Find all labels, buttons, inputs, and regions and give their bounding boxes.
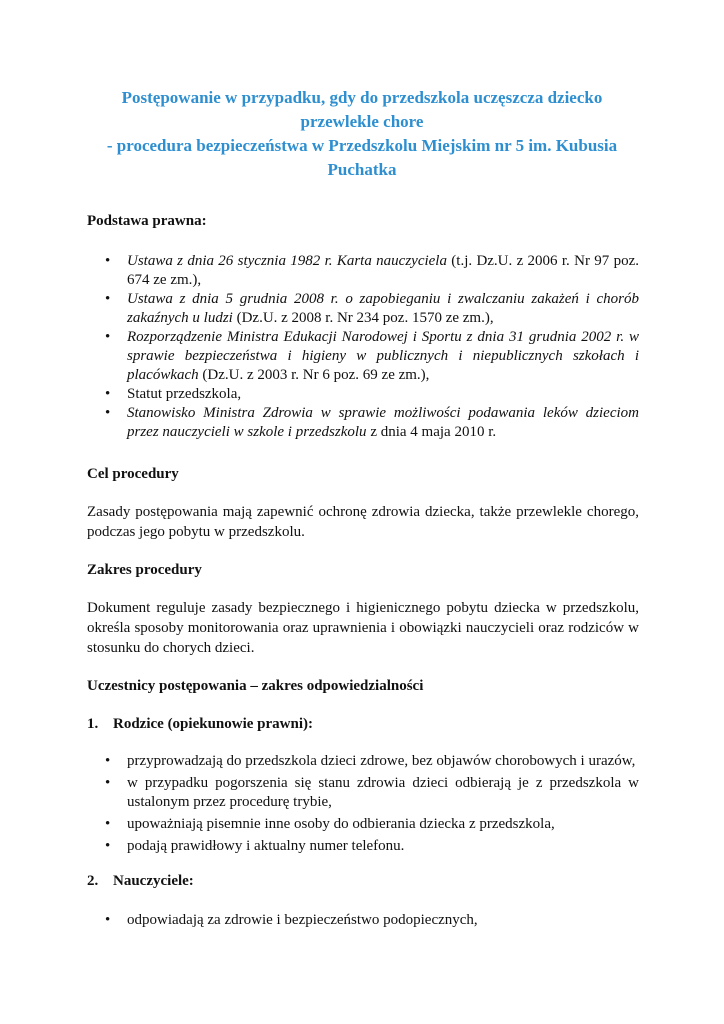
teachers-heading-text: Nauczyciele: [113, 873, 194, 889]
title-line-3: - procedura bezpieczeństwa w Przedszkolu Miejskim nr 5 im. Kubusia [106, 136, 618, 155]
bullet-icon: • [105, 912, 111, 928]
legal-basis-item-text: (t.j. Dz.U. z 2006 r. Nr 97 poz. 674 ze zm.), [127, 253, 639, 288]
teachers-item [105, 911, 639, 930]
legal-basis-item [105, 252, 639, 290]
parents-heading [87, 714, 313, 734]
parents-item-text: przyprowadzają do przedszkola dzieci zdrowe, bez objawów chorobowych i urazów, [127, 753, 636, 769]
parents-item-text: podają prawidłowy i aktualny numer telefonu. [127, 838, 405, 854]
teachers-list [105, 911, 639, 930]
bullet-icon: • [105, 775, 111, 791]
bullet-icon: • [105, 253, 111, 269]
parents-heading-text: Rodzice (opiekunowie prawni): [113, 716, 313, 732]
scope-heading: Zakres procedury [87, 562, 202, 578]
parents-number: 1. [87, 716, 99, 732]
parents-item [105, 837, 639, 856]
legal-basis-item-italic: Stanowisko Ministra Zdrowia w sprawie możliwości podawania leków dzieciom przez nauczycieli w szkole i przedszkolu [127, 405, 639, 440]
title-line-1: Postępowanie w przypadku, gdy do przedszkola uczęszcza dziecko [121, 88, 603, 107]
parents-item-text: w przypadku pogorszenia się stanu zdrowia dzieci odbierają je z przedszkola w ustalonym przez procedurę trybie, [127, 775, 639, 810]
parents-list [105, 752, 639, 856]
legal-basis-item-text: z dnia 4 maja 2010 r. [366, 424, 497, 440]
parents-item [105, 774, 639, 812]
bullet-icon: • [105, 753, 111, 769]
bullet-icon: • [105, 386, 111, 402]
scope-text: Dokument reguluje zasady bezpiecznego i higienicznego pobytu dziecka w przedszkolu, określa sposoby monitorowania oraz uprawnienia i obowiązki nauczycieli oraz rodziców w stosunku do chorych dzieci. [87, 600, 639, 656]
bullet-icon: • [105, 816, 111, 832]
legal-basis-item [105, 328, 639, 385]
legal-basis-item-italic: Ustawa z dnia 26 stycznia 1982 r. Karta nauczyciela [127, 253, 447, 269]
legal-basis-item [105, 290, 639, 328]
legal-basis-item-text: (Dz.U. z 2008 r. Nr 234 poz. 1570 ze zm.), [232, 310, 494, 326]
participants-heading: Uczestnicy postępowania – zakres odpowiedzialności [87, 678, 424, 694]
goal-text: Zasady postępowania mają zapewnić ochronę zdrowia dziecka, także przewlekle chorego, podczas jego pobytu w przedszkolu. [87, 504, 639, 540]
bullet-icon: • [105, 291, 111, 307]
teachers-item-text: odpowiadają za zdrowie i bezpieczeństwo podopiecznych, [127, 912, 478, 928]
legal-basis-item-text: (Dz.U. z 2003 r. Nr 6 poz. 69 ze zm.), [198, 367, 430, 383]
title-line-4: Puchatka [327, 160, 397, 179]
bullet-icon: • [105, 838, 111, 854]
document-title [90, 86, 634, 182]
bullet-icon: • [105, 405, 111, 421]
parents-item-text: upoważniają pisemnie inne osoby do odbierania dziecka z przedszkola, [127, 816, 555, 832]
legal-basis-item-italic: Ustawa z dnia 5 grudnia 2008 r. o zapobieganiu i zwalczaniu zakażeń i chorób zakaźnych u ludzi [127, 291, 639, 326]
legal-basis-heading: Podstawa prawna: [87, 213, 207, 229]
goal-heading: Cel procedury [87, 466, 179, 482]
parents-item [105, 815, 639, 834]
title-line-2: przewlekle chore [300, 112, 424, 131]
legal-basis-item [105, 385, 639, 404]
bullet-icon: • [105, 329, 111, 345]
legal-basis-item-italic: Rozporządzenie Ministra Edukacji Narodowej i Sportu z dnia 31 grudnia 2002 r. w sprawie bezpieczeństwa i higieny w publicznych i niepublicznych szkołach i placówkach [127, 329, 639, 383]
teachers-number: 2. [87, 873, 99, 889]
parents-item [105, 752, 639, 771]
legal-basis-item [105, 404, 639, 442]
legal-basis-list [105, 252, 639, 442]
legal-basis-item-text: Statut przedszkola, [127, 386, 242, 402]
teachers-heading [87, 871, 194, 891]
